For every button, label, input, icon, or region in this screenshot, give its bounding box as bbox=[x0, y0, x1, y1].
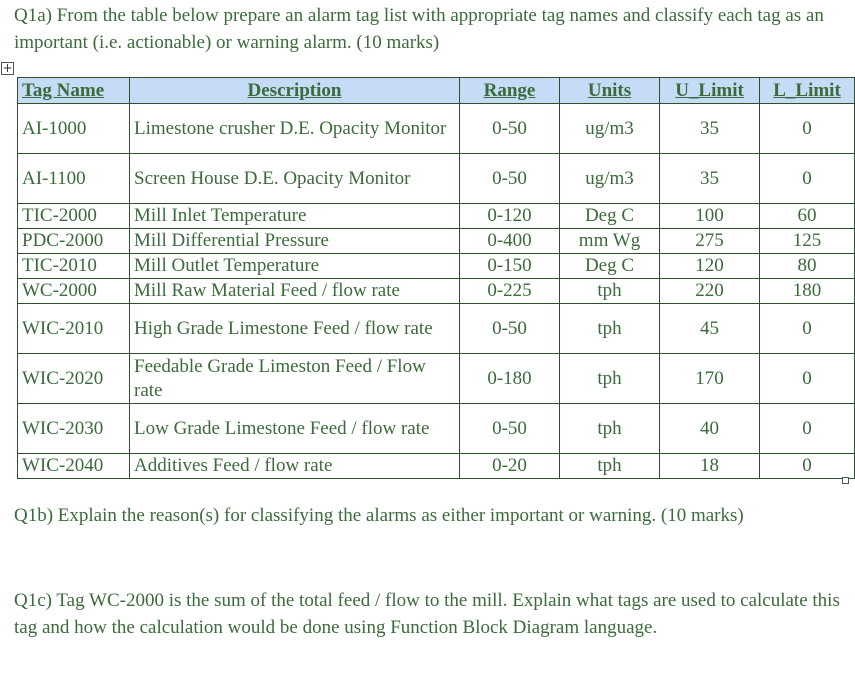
cell-tag: AI-1000 bbox=[18, 104, 130, 154]
table-move-handle-icon[interactable]: + bbox=[2, 61, 13, 75]
cell-tag: AI-1100 bbox=[18, 154, 130, 204]
cell-range: 0-180 bbox=[460, 354, 560, 404]
cell-description: Feedable Grade Limeston Feed / Flow rate bbox=[130, 354, 460, 404]
header-l-limit: L_Limit bbox=[760, 78, 855, 104]
table-row bbox=[18, 254, 855, 279]
cell-units: mm Wg bbox=[560, 229, 660, 254]
cell-units: ug/m3 bbox=[560, 154, 660, 204]
cell-u-limit: 18 bbox=[660, 454, 760, 479]
header-description: Description bbox=[130, 78, 460, 104]
cell-description: Limestone crusher D.E. Opacity Monitor bbox=[130, 104, 460, 154]
cell-description: Additives Feed / flow rate bbox=[130, 454, 460, 479]
header-units: Units bbox=[560, 78, 660, 104]
cell-u-limit: 120 bbox=[660, 254, 760, 279]
cell-u-limit: 170 bbox=[660, 354, 760, 404]
cell-range: 0-120 bbox=[460, 204, 560, 229]
cell-l-limit: 0 bbox=[760, 354, 855, 404]
question-1c: Q1c) Tag WC-2000 is the sum of the total feed / flow to the mill. Explain what tags are used to calculate this tag and how the calculation would be done using Function Block Diagram language. bbox=[14, 590, 840, 638]
cell-tag: PDC-2000 bbox=[18, 229, 130, 254]
cell-l-limit: 0 bbox=[760, 454, 855, 479]
cell-description: Mill Differential Pressure bbox=[130, 229, 460, 254]
cell-tag: TIC-2000 bbox=[18, 204, 130, 229]
table-row bbox=[18, 279, 855, 304]
cell-range: 0-150 bbox=[460, 254, 560, 279]
cell-l-limit: 0 bbox=[760, 154, 855, 204]
cell-u-limit: 45 bbox=[660, 304, 760, 354]
cell-tag: WC-2000 bbox=[18, 279, 130, 304]
cell-units: tph bbox=[560, 404, 660, 454]
cell-l-limit: 125 bbox=[760, 229, 855, 254]
cell-l-limit: 80 bbox=[760, 254, 855, 279]
cell-tag: WIC-2030 bbox=[18, 404, 130, 454]
cell-u-limit: 40 bbox=[660, 404, 760, 454]
table-row bbox=[18, 229, 855, 254]
header-tag-name: Tag Name bbox=[18, 78, 130, 104]
question-1b: Q1b) Explain the reason(s) for classifying the alarms as either important or warning. (10 marks) bbox=[14, 505, 744, 526]
cell-tag: WIC-2010 bbox=[18, 304, 130, 354]
cell-units: Deg C bbox=[560, 204, 660, 229]
cell-range: 0-225 bbox=[460, 279, 560, 304]
cell-u-limit: 35 bbox=[660, 104, 760, 154]
table-row bbox=[18, 304, 855, 354]
cell-description: Mill Raw Material Feed / flow rate bbox=[130, 279, 460, 304]
cell-description: Mill Outlet Temperature bbox=[130, 254, 460, 279]
cell-description: Low Grade Limestone Feed / flow rate bbox=[130, 404, 460, 454]
cell-units: ug/m3 bbox=[560, 104, 660, 154]
cell-tag: TIC-2010 bbox=[18, 254, 130, 279]
cell-description: Screen House D.E. Opacity Monitor bbox=[130, 154, 460, 204]
header-u-limit: U_Limit bbox=[660, 78, 760, 104]
cell-description: High Grade Limestone Feed / flow rate bbox=[130, 304, 460, 354]
table-row bbox=[18, 154, 855, 204]
cell-units: tph bbox=[560, 454, 660, 479]
cell-description: Mill Inlet Temperature bbox=[130, 204, 460, 229]
table-header-row bbox=[18, 78, 855, 104]
table-row bbox=[18, 354, 855, 404]
cell-tag: WIC-2040 bbox=[18, 454, 130, 479]
cell-u-limit: 275 bbox=[660, 229, 760, 254]
cell-units: tph bbox=[560, 304, 660, 354]
header-range: Range bbox=[460, 78, 560, 104]
cell-range: 0-20 bbox=[460, 454, 560, 479]
cell-range: 0-50 bbox=[460, 304, 560, 354]
cell-u-limit: 100 bbox=[660, 204, 760, 229]
cell-range: 0-50 bbox=[460, 404, 560, 454]
cell-l-limit: 60 bbox=[760, 204, 855, 229]
table-row bbox=[18, 204, 855, 229]
table-row bbox=[18, 104, 855, 154]
cell-l-limit: 0 bbox=[760, 304, 855, 354]
cell-l-limit: 0 bbox=[760, 104, 855, 154]
cell-tag: WIC-2020 bbox=[18, 354, 130, 404]
cell-u-limit: 220 bbox=[660, 279, 760, 304]
cell-range: 0-50 bbox=[460, 104, 560, 154]
table-row bbox=[18, 454, 855, 479]
table-resize-handle-icon[interactable] bbox=[842, 477, 849, 484]
table-row bbox=[18, 404, 855, 454]
cell-units: tph bbox=[560, 354, 660, 404]
question-1a: Q1a) From the table below prepare an alarm tag list with appropriate tag names and classify each tag as an important (i.e. actionable) or warning alarm. (10 marks) bbox=[14, 5, 824, 53]
cell-range: 0-50 bbox=[460, 154, 560, 204]
cell-u-limit: 35 bbox=[660, 154, 760, 204]
cell-units: tph bbox=[560, 279, 660, 304]
alarm-tag-table bbox=[17, 77, 855, 479]
cell-units: Deg C bbox=[560, 254, 660, 279]
cell-range: 0-400 bbox=[460, 229, 560, 254]
cell-l-limit: 180 bbox=[760, 279, 855, 304]
cell-l-limit: 0 bbox=[760, 404, 855, 454]
